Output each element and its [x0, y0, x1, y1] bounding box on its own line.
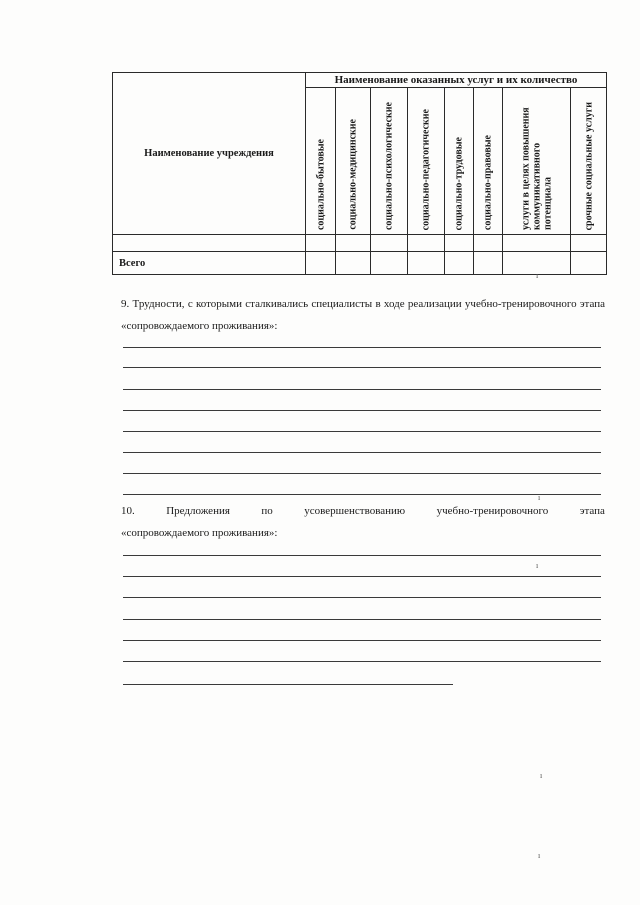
- answer-line[interactable]: [123, 389, 601, 390]
- column-header-communicative: услуги в целях повышения коммуникативного потенциала: [503, 88, 571, 235]
- question-10-word: Предложения: [166, 505, 230, 517]
- answer-line[interactable]: [123, 684, 453, 685]
- question-10: [121, 500, 605, 544]
- answer-line[interactable]: [123, 555, 601, 556]
- answer-line[interactable]: [123, 576, 601, 577]
- value-cell[interactable]: [336, 235, 371, 252]
- answer-line[interactable]: [123, 410, 601, 411]
- value-cell[interactable]: [445, 235, 474, 252]
- total-cell[interactable]: [336, 252, 371, 275]
- services-table: [112, 72, 607, 275]
- total-cell[interactable]: [474, 252, 503, 275]
- total-cell[interactable]: [306, 252, 336, 275]
- table-row: [113, 235, 607, 252]
- column-header-urgent: срочные социальные услуги: [571, 88, 607, 235]
- total-cell[interactable]: [445, 252, 474, 275]
- answer-line[interactable]: [123, 367, 601, 368]
- column-header-pedagogical: социально-педагогические: [408, 88, 445, 235]
- scan-mark: ı: [538, 851, 541, 860]
- question-10-word: этапа: [579, 505, 605, 517]
- scan-mark: ı: [536, 271, 539, 280]
- column-header-medical: социально-медицинские: [336, 88, 371, 235]
- answer-line[interactable]: [123, 347, 601, 348]
- question-10-word: учебно-тренировочного: [436, 505, 549, 517]
- answer-line[interactable]: [123, 619, 601, 620]
- answer-line[interactable]: [123, 452, 601, 453]
- answer-line[interactable]: [123, 473, 601, 474]
- value-cell[interactable]: [306, 235, 336, 252]
- column-header-labor: социально-трудовые: [445, 88, 474, 235]
- scan-mark: ı: [540, 771, 543, 780]
- services-group-header: Наименование оказанных услуг и их количество: [306, 73, 607, 88]
- value-cell[interactable]: [474, 235, 503, 252]
- total-cell[interactable]: [571, 252, 607, 275]
- scan-mark: ı: [538, 493, 541, 502]
- answer-line[interactable]: [123, 640, 601, 641]
- question-9: [121, 293, 605, 337]
- value-cell[interactable]: [371, 235, 408, 252]
- answer-line[interactable]: [123, 494, 601, 495]
- institution-cell[interactable]: [113, 235, 306, 252]
- total-cell[interactable]: [371, 252, 408, 275]
- value-cell[interactable]: [571, 235, 607, 252]
- answer-line[interactable]: [123, 597, 601, 598]
- total-label: Всего: [113, 252, 306, 275]
- value-cell[interactable]: [503, 235, 571, 252]
- answer-line[interactable]: [123, 661, 601, 662]
- institution-header: Наименование учреждения: [113, 73, 306, 235]
- question-9-number: 9.: [121, 298, 130, 310]
- column-header-household: социально-бытовые: [306, 88, 336, 235]
- question-9-text: Трудности, с которыми сталкивались специалисты в ходе реализации учебно-тренировочного этапа «сопровождаемого проживания»:: [121, 298, 606, 332]
- column-header-psychological: социально-психологические: [371, 88, 408, 235]
- column-header-legal: социально-правовые: [474, 88, 503, 235]
- value-cell[interactable]: [408, 235, 445, 252]
- question-10-word: усовершенствованию: [304, 505, 406, 517]
- question-10-word: по: [261, 505, 273, 517]
- question-10-line-2: «сопровождаемого проживания»:: [121, 527, 278, 539]
- total-row: [113, 252, 607, 275]
- question-10-line-1: [121, 500, 605, 522]
- question-10-number: 10.: [121, 505, 135, 517]
- total-cell[interactable]: [408, 252, 445, 275]
- scan-mark: ı: [536, 561, 539, 570]
- answer-line[interactable]: [123, 431, 601, 432]
